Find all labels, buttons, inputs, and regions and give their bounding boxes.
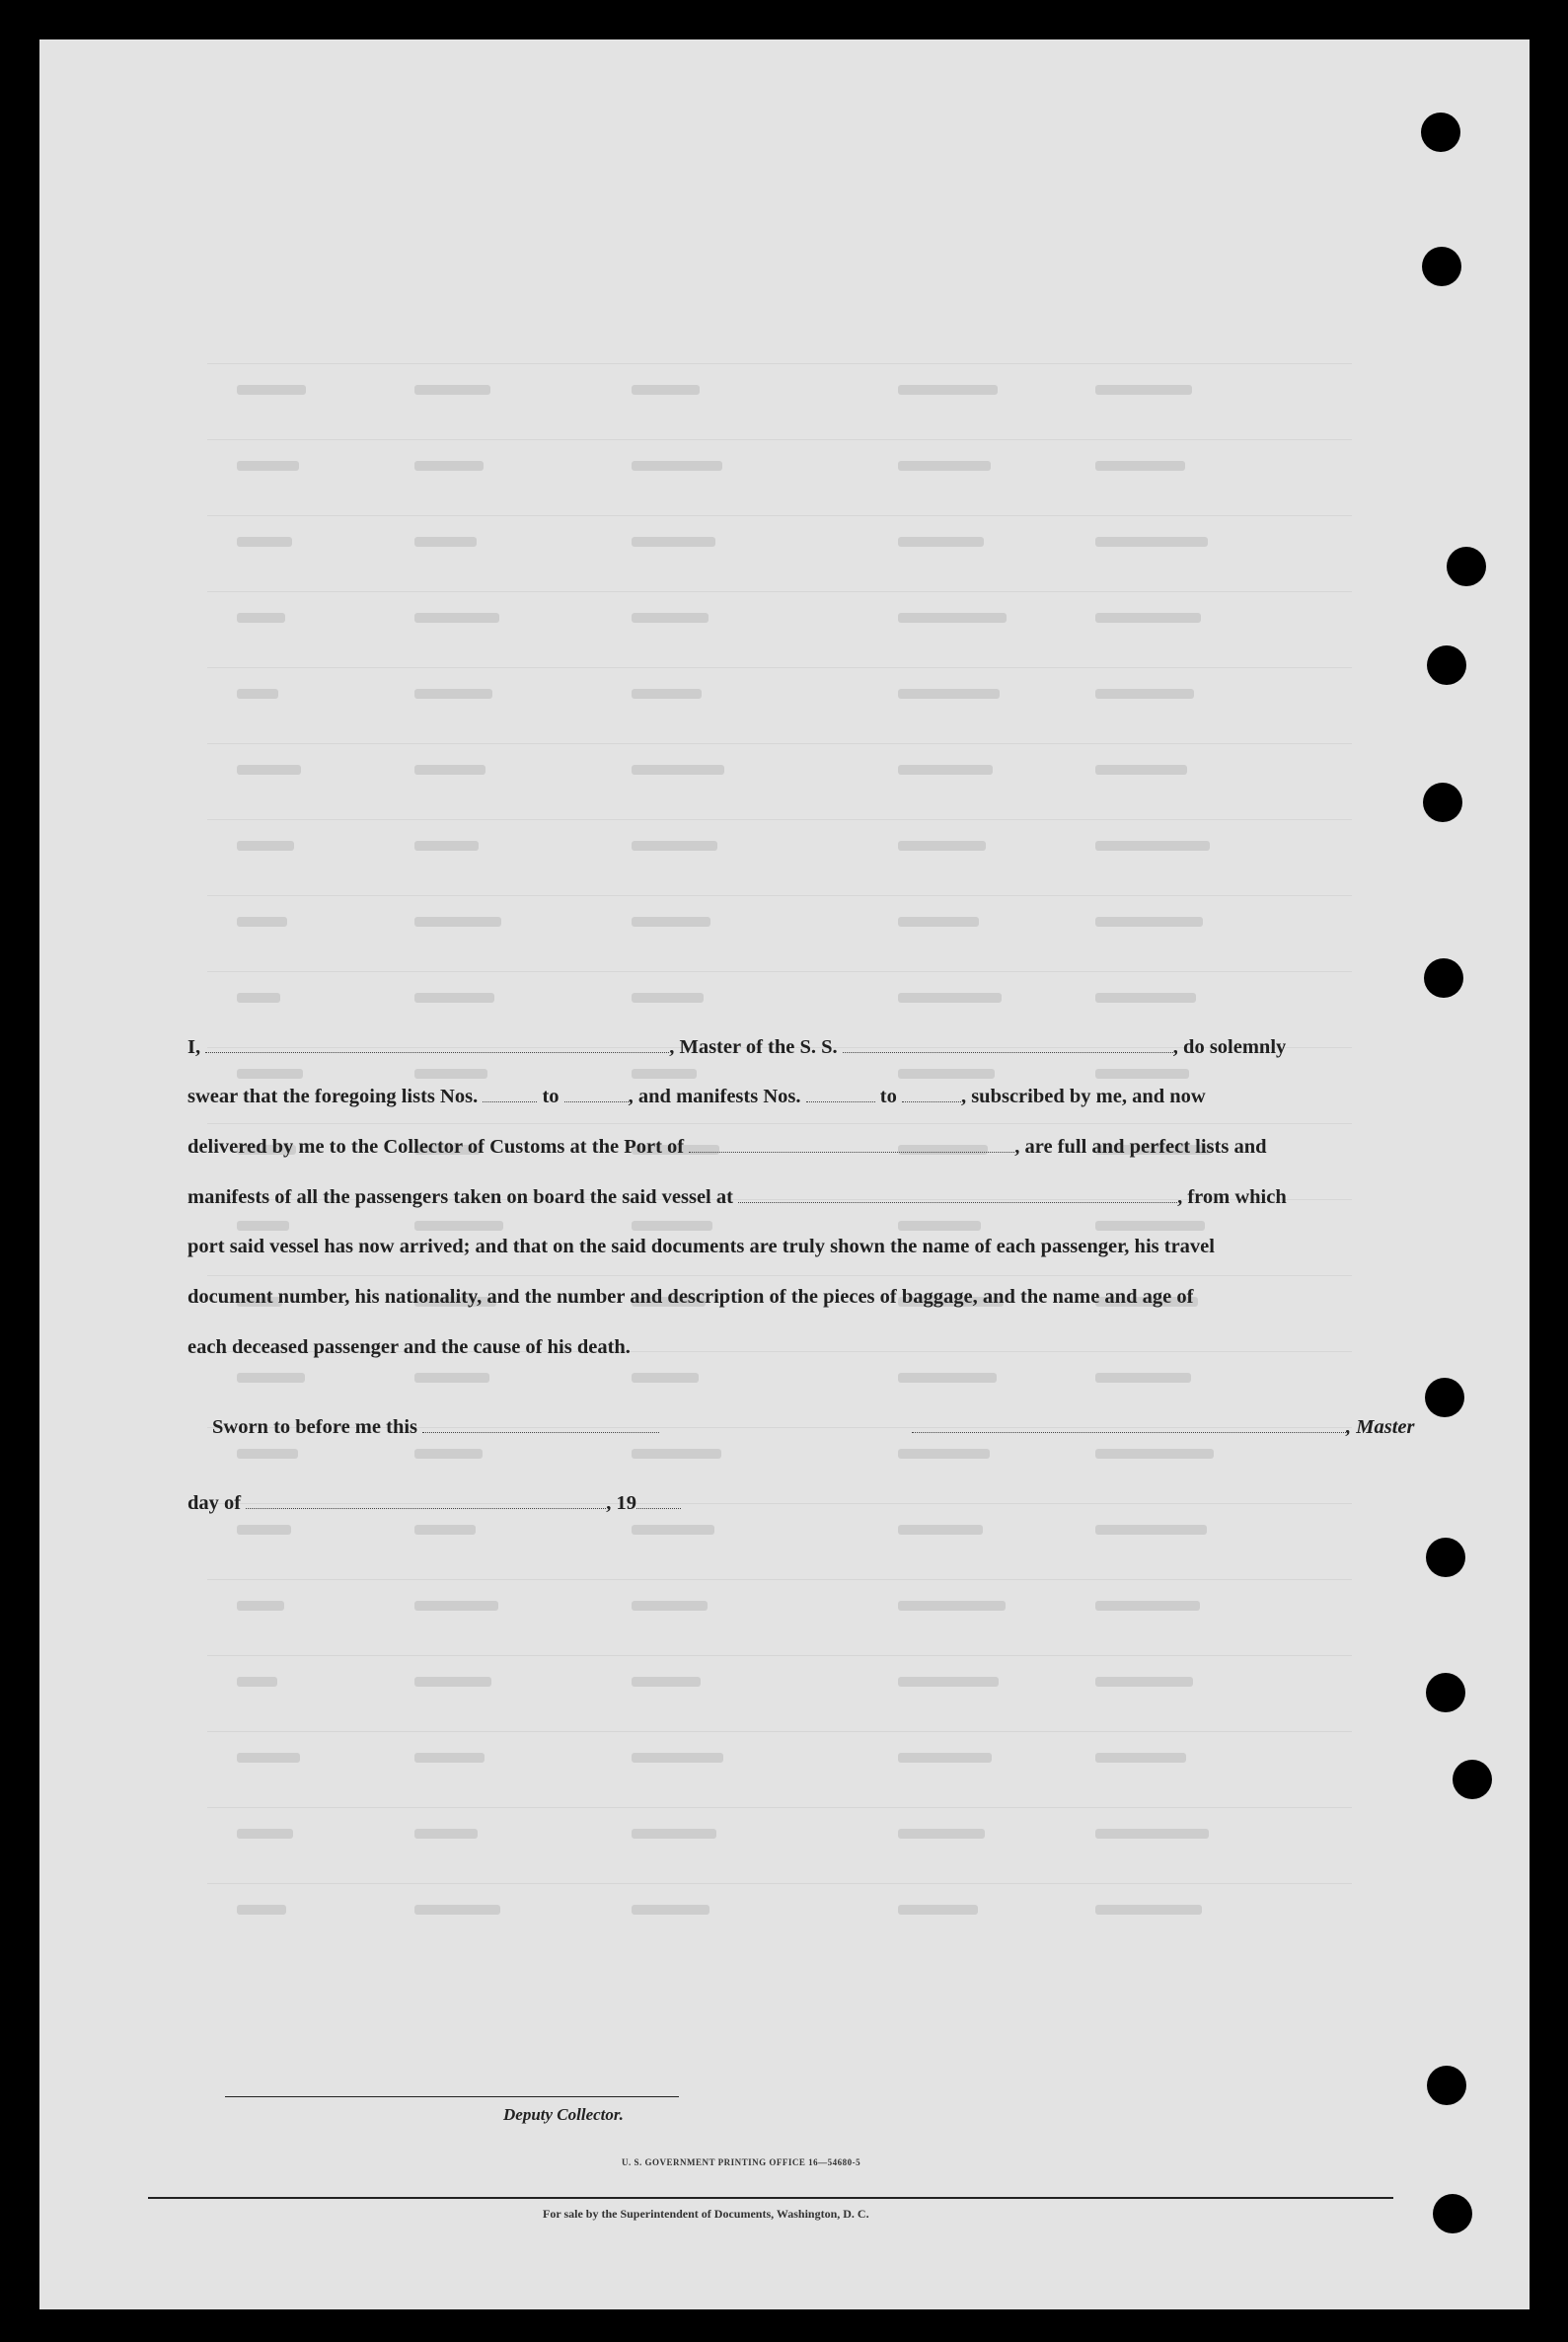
bleed-through-rule	[207, 363, 1352, 364]
bleed-through-row	[39, 1829, 1530, 1868]
departure-port-blank[interactable]	[738, 1186, 1177, 1203]
lists-from-blank[interactable]	[483, 1086, 537, 1102]
to-label-2: to	[879, 1086, 897, 1107]
bleed-through-cell	[237, 841, 294, 851]
manifests-from-blank[interactable]	[806, 1086, 875, 1102]
punch-hole	[1426, 1673, 1465, 1712]
bleed-through-cell	[1095, 917, 1203, 927]
year-prefix-label: , 19	[606, 1492, 636, 1514]
punch-hole	[1447, 547, 1486, 586]
bleed-through-row	[39, 1601, 1530, 1640]
punch-hole	[1422, 247, 1461, 286]
from-which-label: , from which	[1177, 1186, 1287, 1208]
master-label: , Master	[1346, 1416, 1415, 1438]
bleed-through-cell	[632, 1829, 716, 1839]
bleed-through-cell	[632, 993, 704, 1003]
bleed-through-cell	[1095, 1069, 1189, 1079]
punch-hole	[1423, 783, 1462, 822]
bleed-through-rule	[207, 895, 1352, 896]
bleed-through-cell	[898, 1221, 981, 1231]
bleed-through-cell	[898, 537, 984, 547]
bleed-through-rule	[207, 1883, 1352, 1884]
bleed-through-cell	[632, 689, 702, 699]
bleed-through-cell	[632, 537, 715, 547]
bleed-through-rule	[207, 439, 1352, 440]
bleed-through-row	[39, 917, 1530, 956]
to-label-1: to	[542, 1086, 560, 1107]
bleed-through-cell	[1095, 993, 1196, 1003]
day-of-line	[187, 1492, 1433, 1514]
bleed-through-cell	[1095, 1677, 1193, 1687]
bleed-through-cell	[1095, 1373, 1191, 1383]
bleed-through-cell	[237, 765, 301, 775]
form-sheet	[39, 39, 1530, 2309]
bleed-through-cell	[414, 385, 490, 395]
bleed-through-cell	[632, 1449, 721, 1459]
lists-nos-label: swear that the foregoing lists Nos.	[187, 1086, 479, 1107]
bleed-through-cell	[237, 1069, 303, 1079]
bleed-through-cell	[632, 917, 710, 927]
punch-hole	[1426, 1538, 1465, 1577]
bleed-through-cell	[898, 993, 1002, 1003]
bleed-through-cell	[632, 1753, 723, 1763]
bleed-through-row	[39, 1677, 1530, 1716]
punch-hole	[1421, 113, 1460, 152]
bleed-through-cell	[898, 461, 991, 471]
bleed-through-rule	[207, 971, 1352, 972]
bleed-through-rule	[207, 1123, 1352, 1124]
sworn-date-blank[interactable]	[422, 1416, 659, 1433]
oath-line-3	[187, 1136, 1433, 1158]
manifests-to-blank[interactable]	[902, 1086, 961, 1102]
year-blank[interactable]	[636, 1492, 681, 1509]
bleed-through-cell	[632, 841, 717, 851]
bleed-through-cell	[898, 1677, 999, 1687]
footer-rule	[148, 2197, 1393, 2199]
bleed-through-cell	[632, 461, 722, 471]
bleed-through-cell	[414, 1905, 500, 1915]
bleed-through-cell	[898, 1069, 995, 1079]
bleed-through-cell	[237, 1525, 291, 1535]
bleed-through-row	[39, 841, 1530, 880]
port-of-label: delivered by me to the Collector of Customs at the Port of	[187, 1136, 685, 1158]
bleed-through-cell	[1095, 1525, 1207, 1535]
port-blank[interactable]	[689, 1136, 1014, 1153]
bleed-through-cell	[632, 1221, 712, 1231]
bleed-through-cell	[414, 613, 499, 623]
bleed-through-cell	[237, 1449, 298, 1459]
bleed-through-rule	[207, 515, 1352, 516]
oath-line-6: document number, his nationality, and the number and description of the pieces of baggage, and the name and age of	[187, 1286, 1194, 1308]
for-sale-note: For sale by the Superintendent of Documents, Washington, D. C.	[543, 2207, 869, 2221]
bleed-through-rule	[207, 743, 1352, 744]
punch-hole	[1427, 2066, 1466, 2105]
bleed-through-rule	[207, 591, 1352, 592]
bleed-through-cell	[1095, 1829, 1209, 1839]
bleed-through-rule	[207, 1807, 1352, 1808]
bleed-through-row	[39, 537, 1530, 576]
bleed-through-rule	[207, 819, 1352, 820]
bleed-through-cell	[414, 1069, 487, 1079]
bleed-through-cell	[898, 765, 993, 775]
bleed-through-cell	[237, 1373, 305, 1383]
bleed-through-rule	[207, 667, 1352, 668]
oath-line-1	[187, 1036, 1433, 1058]
bleed-through-cell	[414, 841, 479, 851]
printing-office-note: U. S. GOVERNMENT PRINTING OFFICE 16—54680-5	[622, 2157, 861, 2167]
bleed-through-cell	[898, 1373, 997, 1383]
bleed-through-row	[39, 1373, 1530, 1412]
oath-line-4	[187, 1186, 1433, 1208]
bleed-through-cell	[1095, 689, 1194, 699]
full-perfect-label: , are full and perfect lists and	[1014, 1136, 1267, 1158]
bleed-through-cell	[632, 1677, 701, 1687]
taken-on-board-label: manifests of all the passengers taken on board the said vessel at	[187, 1186, 733, 1208]
punch-hole	[1433, 2194, 1472, 2233]
manifests-nos-label: , and manifests Nos.	[628, 1086, 801, 1107]
bleed-through-cell	[898, 917, 979, 927]
bleed-through-row	[39, 1449, 1530, 1488]
bleed-through-row	[39, 1753, 1530, 1792]
master-signature-line	[912, 1416, 1414, 1438]
bleed-through-cell	[898, 1829, 985, 1839]
punch-hole	[1427, 645, 1466, 685]
bleed-through-row	[39, 461, 1530, 500]
bleed-through-rule	[207, 1655, 1352, 1656]
bleed-through-rule	[207, 1579, 1352, 1580]
bleed-through-cell	[1095, 1753, 1186, 1763]
bleed-through-cell	[414, 689, 492, 699]
bleed-through-cell	[237, 993, 280, 1003]
punch-hole	[1425, 1378, 1464, 1417]
bleed-through-cell	[237, 1221, 289, 1231]
bleed-through-row	[39, 1525, 1530, 1564]
vessel-name-blank[interactable]	[843, 1036, 1173, 1053]
bleed-through-cell	[237, 613, 285, 623]
bleed-through-cell	[237, 917, 287, 927]
punch-hole	[1424, 958, 1463, 998]
bleed-through-cell	[632, 1905, 709, 1915]
bleed-through-cell	[898, 1449, 990, 1459]
bleed-through-cell	[237, 689, 278, 699]
bleed-through-cell	[632, 385, 700, 395]
bleed-through-cell	[898, 1905, 978, 1915]
bleed-through-cell	[414, 537, 477, 547]
deputy-collector-label: Deputy Collector.	[503, 2105, 624, 2124]
bleed-through-cell	[237, 1677, 277, 1687]
bleed-through-cell	[414, 1221, 503, 1231]
bleed-through-cell	[414, 765, 485, 775]
bleed-through-cell	[1095, 1449, 1214, 1459]
bleed-through-cell	[414, 1525, 476, 1535]
master-name-blank[interactable]	[205, 1036, 669, 1053]
bleed-through-cell	[1095, 385, 1192, 395]
bleed-through-cell	[237, 1829, 293, 1839]
bleed-through-rule	[207, 1731, 1352, 1732]
bleed-through-cell	[237, 1601, 284, 1611]
bleed-through-cell	[898, 689, 1000, 699]
bleed-through-cell	[237, 1753, 300, 1763]
bleed-through-cell	[414, 1677, 491, 1687]
master-signature-blank[interactable]	[912, 1416, 1346, 1433]
bleed-through-cell	[414, 917, 501, 927]
bleed-through-cell	[898, 385, 998, 395]
oath-line-7: each deceased passenger and the cause of his death.	[187, 1336, 631, 1358]
bleed-through-row	[39, 993, 1530, 1032]
bleed-through-cell	[632, 1525, 714, 1535]
bleed-through-cell	[898, 613, 1007, 623]
bleed-through-cell	[898, 1753, 992, 1763]
punch-hole	[1453, 1760, 1492, 1799]
bleed-through-cell	[898, 1601, 1006, 1611]
bleed-through-cell	[1095, 1221, 1205, 1231]
oath-line-5: port said vessel has now arrived; and that on the said documents are truly shown the name of each passenger, his travel	[187, 1236, 1215, 1257]
bleed-through-cell	[237, 1905, 286, 1915]
bleed-through-cell	[237, 461, 299, 471]
bleed-through-cell	[632, 1069, 697, 1079]
bleed-through-cell	[1095, 1601, 1200, 1611]
bleed-through-row	[39, 689, 1530, 728]
bleed-through-cell	[414, 1753, 485, 1763]
bleed-through-row	[39, 385, 1530, 424]
lists-to-blank[interactable]	[564, 1086, 629, 1102]
do-solemnly-label: , do solemnly	[1172, 1036, 1287, 1058]
bleed-through-cell	[632, 765, 724, 775]
bleed-through-cell	[1095, 461, 1185, 471]
sworn-label: Sworn to before me this	[212, 1416, 418, 1438]
master-of-ss-label: , Master of the S. S.	[669, 1036, 838, 1058]
day-of-label: day of	[187, 1492, 242, 1514]
oath-i: I,	[187, 1036, 201, 1058]
deputy-signature-rule	[225, 2096, 679, 2097]
bleed-through-cell	[414, 461, 484, 471]
oath-line-2	[187, 1086, 1433, 1107]
bleed-through-cell	[237, 537, 292, 547]
day-of-blank[interactable]	[246, 1492, 606, 1509]
bleed-through-cell	[632, 1601, 708, 1611]
bleed-through-cell	[414, 1829, 478, 1839]
bleed-through-cell	[414, 1373, 489, 1383]
subscribed-label: , subscribed by me, and now	[960, 1086, 1206, 1107]
bleed-through-rule	[207, 1275, 1352, 1276]
bleed-through-cell	[1095, 841, 1210, 851]
bleed-through-cell	[414, 1601, 498, 1611]
bleed-through-cell	[898, 1525, 983, 1535]
bleed-through-row	[39, 1905, 1530, 1944]
bleed-through-cell	[632, 613, 709, 623]
bleed-through-cell	[1095, 765, 1187, 775]
bleed-through-cell	[414, 1449, 483, 1459]
bleed-through-cell	[1095, 1905, 1202, 1915]
bleed-through-cell	[632, 1373, 699, 1383]
bleed-through-cell	[414, 993, 494, 1003]
bleed-through-cell	[898, 841, 986, 851]
bleed-through-row	[39, 613, 1530, 652]
bleed-through-cell	[1095, 537, 1208, 547]
bleed-through-cell	[237, 385, 306, 395]
bleed-through-row	[39, 765, 1530, 804]
bleed-through-cell	[1095, 613, 1201, 623]
